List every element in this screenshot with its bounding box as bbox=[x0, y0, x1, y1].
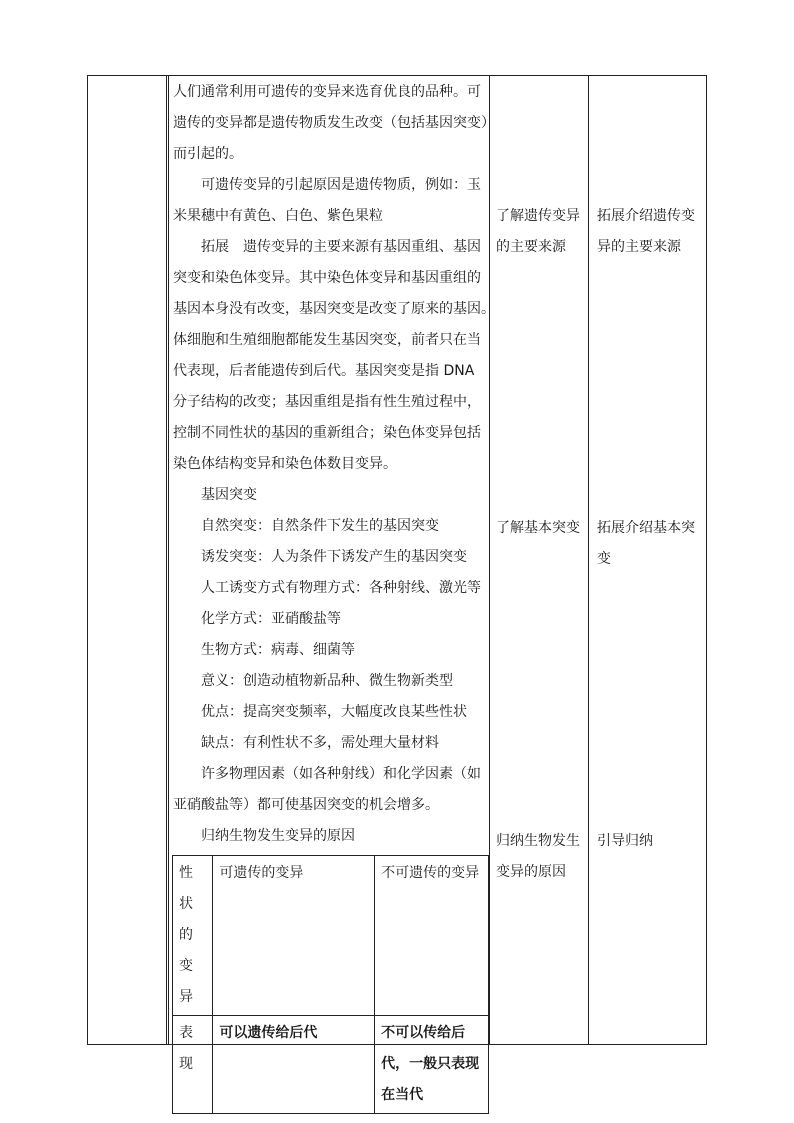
teacher-activity-2: 拓展介绍基本突变 bbox=[597, 520, 695, 567]
column-divider-3 bbox=[588, 75, 589, 1045]
lesson-table bbox=[87, 75, 707, 1103]
teaching-content bbox=[173, 77, 495, 852]
content-line: 而引起的。 bbox=[173, 146, 243, 162]
content-line: 基因突变 bbox=[201, 487, 257, 503]
content-line: 归纳生物发生变异的原因 bbox=[201, 828, 355, 844]
student-activity-1: 了解遗传变异的主要来源 bbox=[496, 208, 580, 255]
data-cell: 不可以传给后代，一般只表现在当代 bbox=[375, 1016, 489, 1114]
student-activity-3: 归纳生物发生变异的原因 bbox=[496, 833, 580, 880]
content-line: 体细胞和生殖细胞都能发生基因突变，前者只在当 bbox=[173, 332, 481, 348]
content-line: 人工诱变方式有物理方式：各种射线、激光等 bbox=[201, 580, 481, 596]
content-line: 缺点：有利性状不多，需处理大量材料 bbox=[201, 735, 439, 751]
content-line: 意义：创造动植物新品种、微生物新类型 bbox=[201, 673, 453, 689]
content-line: 控制不同性状的基因的重新组合；染色体变异包括 bbox=[173, 425, 481, 441]
content-line: 人们通常利用可遗传的变异来选育优良的品种。可 bbox=[173, 84, 481, 100]
header-cell: 性状的变异 bbox=[173, 856, 213, 1016]
table-row bbox=[173, 1016, 489, 1114]
content-line: 分子结构的改变；基因重组是指有性生殖过程中， bbox=[173, 394, 481, 410]
content-line: 许多物理因素（如各种射线）和化学因素（如 bbox=[201, 766, 481, 782]
content-line: 米果穗中有黄色、白色、紫色果粒 bbox=[173, 208, 383, 224]
row-label-cell: 表现 bbox=[173, 1016, 213, 1114]
content-line: 突变和染色体变异。其中染色体变异和基因重组的 bbox=[173, 270, 481, 286]
data-cell: 可以遗传给后代 bbox=[213, 1016, 375, 1114]
table-top-border bbox=[87, 75, 707, 76]
content-line: 染色体结构变异和染色体数目变异。 bbox=[173, 456, 397, 472]
teacher-activity-3: 引导归纳 bbox=[597, 833, 653, 849]
content-line: 基因本身没有改变，基因突变是改变了原来的基因。 bbox=[173, 301, 495, 317]
table-row bbox=[173, 856, 489, 1016]
content-line: 代表现，后者能遗传到后代。基因突变是指 DNA bbox=[173, 363, 475, 379]
header-cell: 可遗传的变异 bbox=[213, 856, 375, 1016]
student-activity-2: 了解基本突变 bbox=[496, 520, 580, 536]
content-line: 优点：提高突变频率，大幅度改良某些性状 bbox=[201, 704, 467, 720]
content-line: 诱发突变：人为条件下诱发产生的基因突变 bbox=[201, 549, 467, 565]
content-line: 可遗传变异的引起原因是遗传物质，例如：玉 bbox=[201, 177, 481, 193]
column-divider-1 bbox=[166, 75, 167, 1045]
teacher-activity-1: 拓展介绍遗传变异的主要来源 bbox=[597, 208, 695, 255]
content-line: 生物方式：病毒、细菌等 bbox=[201, 642, 355, 658]
header-cell: 不可遗传的变异 bbox=[375, 856, 489, 1016]
content-line: 化学方式：亚硝酸盐等 bbox=[201, 611, 341, 627]
table-right-border bbox=[706, 75, 707, 1045]
variation-comparison-table bbox=[172, 855, 489, 1114]
content-line: 自然突变：自然条件下发生的基因突变 bbox=[201, 518, 439, 534]
column-divider-1b bbox=[168, 75, 169, 1045]
content-line: 拓展 遗传变异的主要来源有基因重组、基因 bbox=[201, 239, 481, 255]
table-left-border bbox=[87, 75, 88, 1045]
content-line: 亚硝酸盐等）都可使基因突变的机会增多。 bbox=[173, 797, 439, 813]
content-line: 遗传的变异都是遗传物质发生改变（包括基因突变） bbox=[173, 115, 495, 131]
